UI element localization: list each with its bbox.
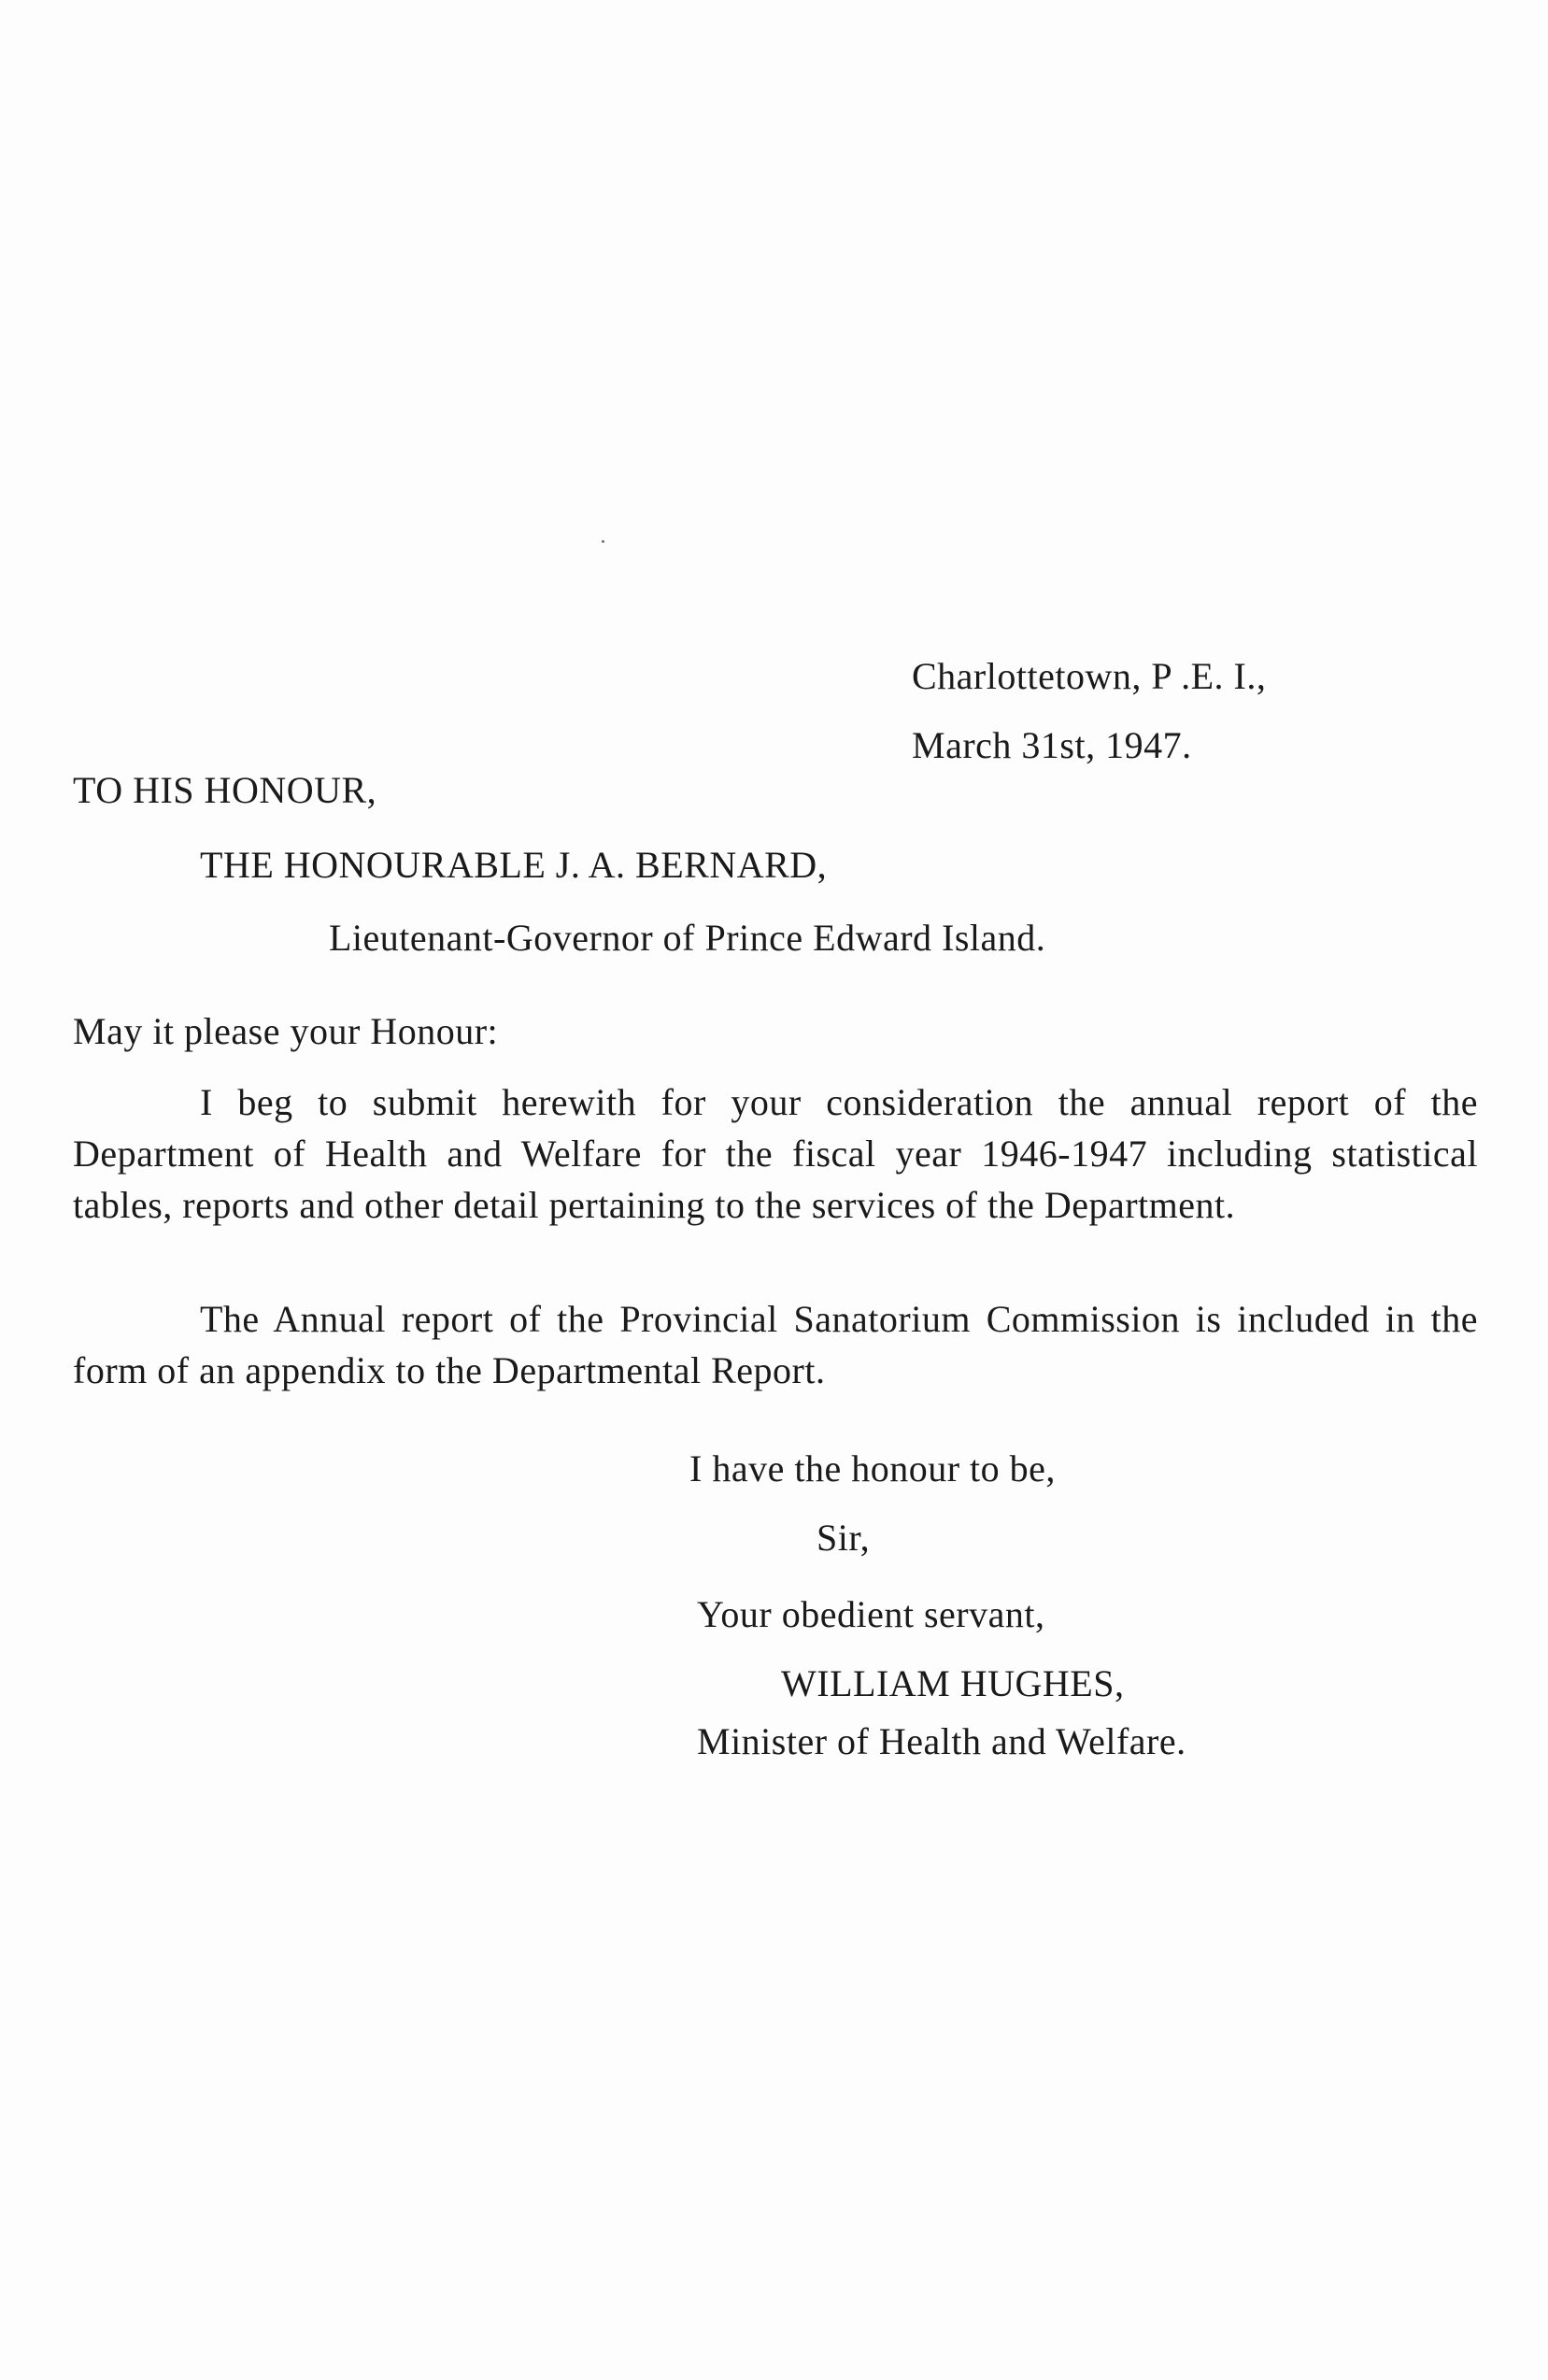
body-paragraph-1: I beg to submit herewith for your consideration the annual report of the Department of Health and Welfare for the fiscal year 1946-1947 including statistical tables, reports and other detail pertaining to the services of the Department.	[73, 1081, 1478, 1226]
signatory-title: Minister of Health and Welfare.	[697, 1720, 1186, 1762]
paper-speck	[602, 540, 604, 543]
addressee-title: Lieutenant-Governor of Prince Edward Island.	[329, 917, 1046, 959]
signatory-name: WILLIAM HUGHES,	[781, 1662, 1125, 1704]
letter-date: March 31st, 1947.	[912, 724, 1192, 766]
salutation-to: TO HIS HONOUR,	[73, 769, 377, 811]
letter-place: Charlottetown, P .E. I.,	[912, 655, 1267, 697]
body-paragraph-2: The Annual report of the Provincial Sanatorium Commission is included in the form of an appendix to the Departmental Report.	[73, 1298, 1478, 1391]
closing-line-2: Sir,	[817, 1517, 871, 1559]
closing-line-1: I have the honour to be,	[689, 1447, 1056, 1489]
greeting: May it please your Honour:	[73, 1010, 499, 1052]
addressee-name: THE HONOURABLE J. A. BERNARD,	[200, 844, 828, 886]
closing-line-3: Your obedient servant,	[697, 1593, 1045, 1635]
